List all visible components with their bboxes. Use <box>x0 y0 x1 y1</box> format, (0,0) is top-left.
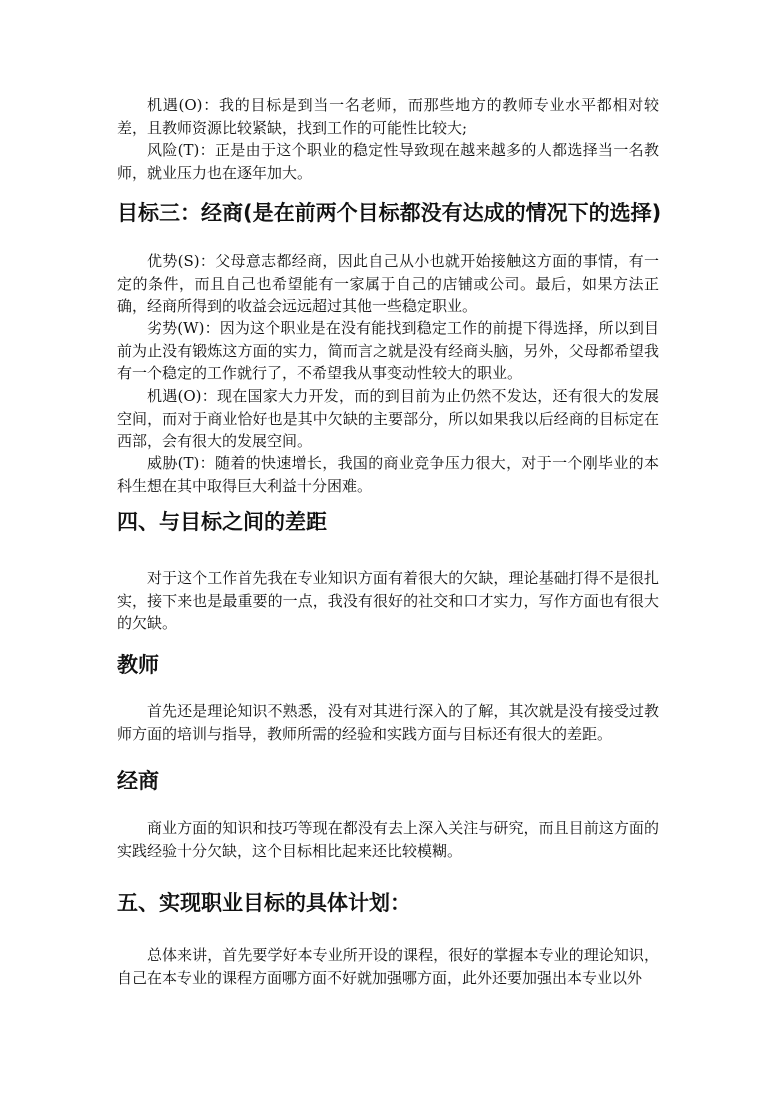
paragraph-strength-business: 优势(S)：父母意志都经商，因此自己从小也就开始接触这方面的事情，有一定的条件，而且自己也希望能有一家属于自己的店铺或公司。最后，如果方法正确，经商所得到的收益会远远超过其他一些稳定职业。 <box>117 252 659 315</box>
heading-business: 经商 <box>117 769 159 793</box>
heading-gap-to-goal: 四、与目标之间的差距 <box>117 510 327 534</box>
paragraph-gap-summary: 对于这个工作首先我在专业知识方面有着很大的欠缺，理论基础打得不是很扎实，接下来也是最重要的一点，我没有很好的社交和口才实力，写作方面也有很大的欠缺。 <box>117 569 659 632</box>
paragraph-threat-business: 威胁(T)：随着的快速增长，我国的商业竞争压力很大，对于一个刚毕业的本科生想在其中取得巨大利益十分困难。 <box>117 454 659 495</box>
paragraph-opportunity-business: 机遇(O)：现在国家大力开发，而的到目前为止仍然不发达，还有很大的发展空间，而对于商业恰好也是其中欠缺的主要部分，所以如果我以后经商的目标定在西部，会有很大的发展空间。 <box>117 387 659 450</box>
paragraph-plan-overview: 总体来讲，首先要学好本专业所开设的课程，很好的掌握本专业的理论知识，自己在本专业的课程方面哪方面不好就加强哪方面，此外还要加强出本专业以外 <box>117 946 659 987</box>
heading-career-plan: 五、实现职业目标的具体计划： <box>117 891 411 915</box>
paragraph-teacher-gap: 首先还是理论知识不熟悉，没有对其进行深入的了解，其次就是没有接受过教师方面的培训与指导，教师所需的经验和实践方面与目标还有很大的差距。 <box>117 702 659 743</box>
paragraph-opportunity-teacher: 机遇(O)：我的目标是到当一名老师，而那些地方的教师专业水平都相对较差，且教师资源比较紧缺，找到工作的可能性比较大; <box>117 96 659 137</box>
paragraph-weakness-business: 劣势(W)：因为这个职业是在没有能找到稳定工作的前提下得选择，所以到目前为止没有锻炼这方面的实力，简而言之就是没有经商头脑，另外，父母都希望我有一个稳定的工作就行了，不希望我从事变动性较大的职业。 <box>117 319 659 382</box>
heading-goal-three: 目标三：经商(是在前两个目标都没有达成的情况下的选择) <box>117 201 662 225</box>
heading-teacher: 教师 <box>117 653 159 677</box>
paragraph-threat-teacher: 风险(T)：正是由于这个职业的稳定性导致现在越来越多的人都选择当一名教师，就业压力也在逐年加大。 <box>117 141 659 182</box>
paragraph-business-gap: 商业方面的知识和技巧等现在都没有去上深入关注与研究，而且目前这方面的实践经验十分欠缺，这个目标相比起来还比较模糊。 <box>117 819 659 860</box>
